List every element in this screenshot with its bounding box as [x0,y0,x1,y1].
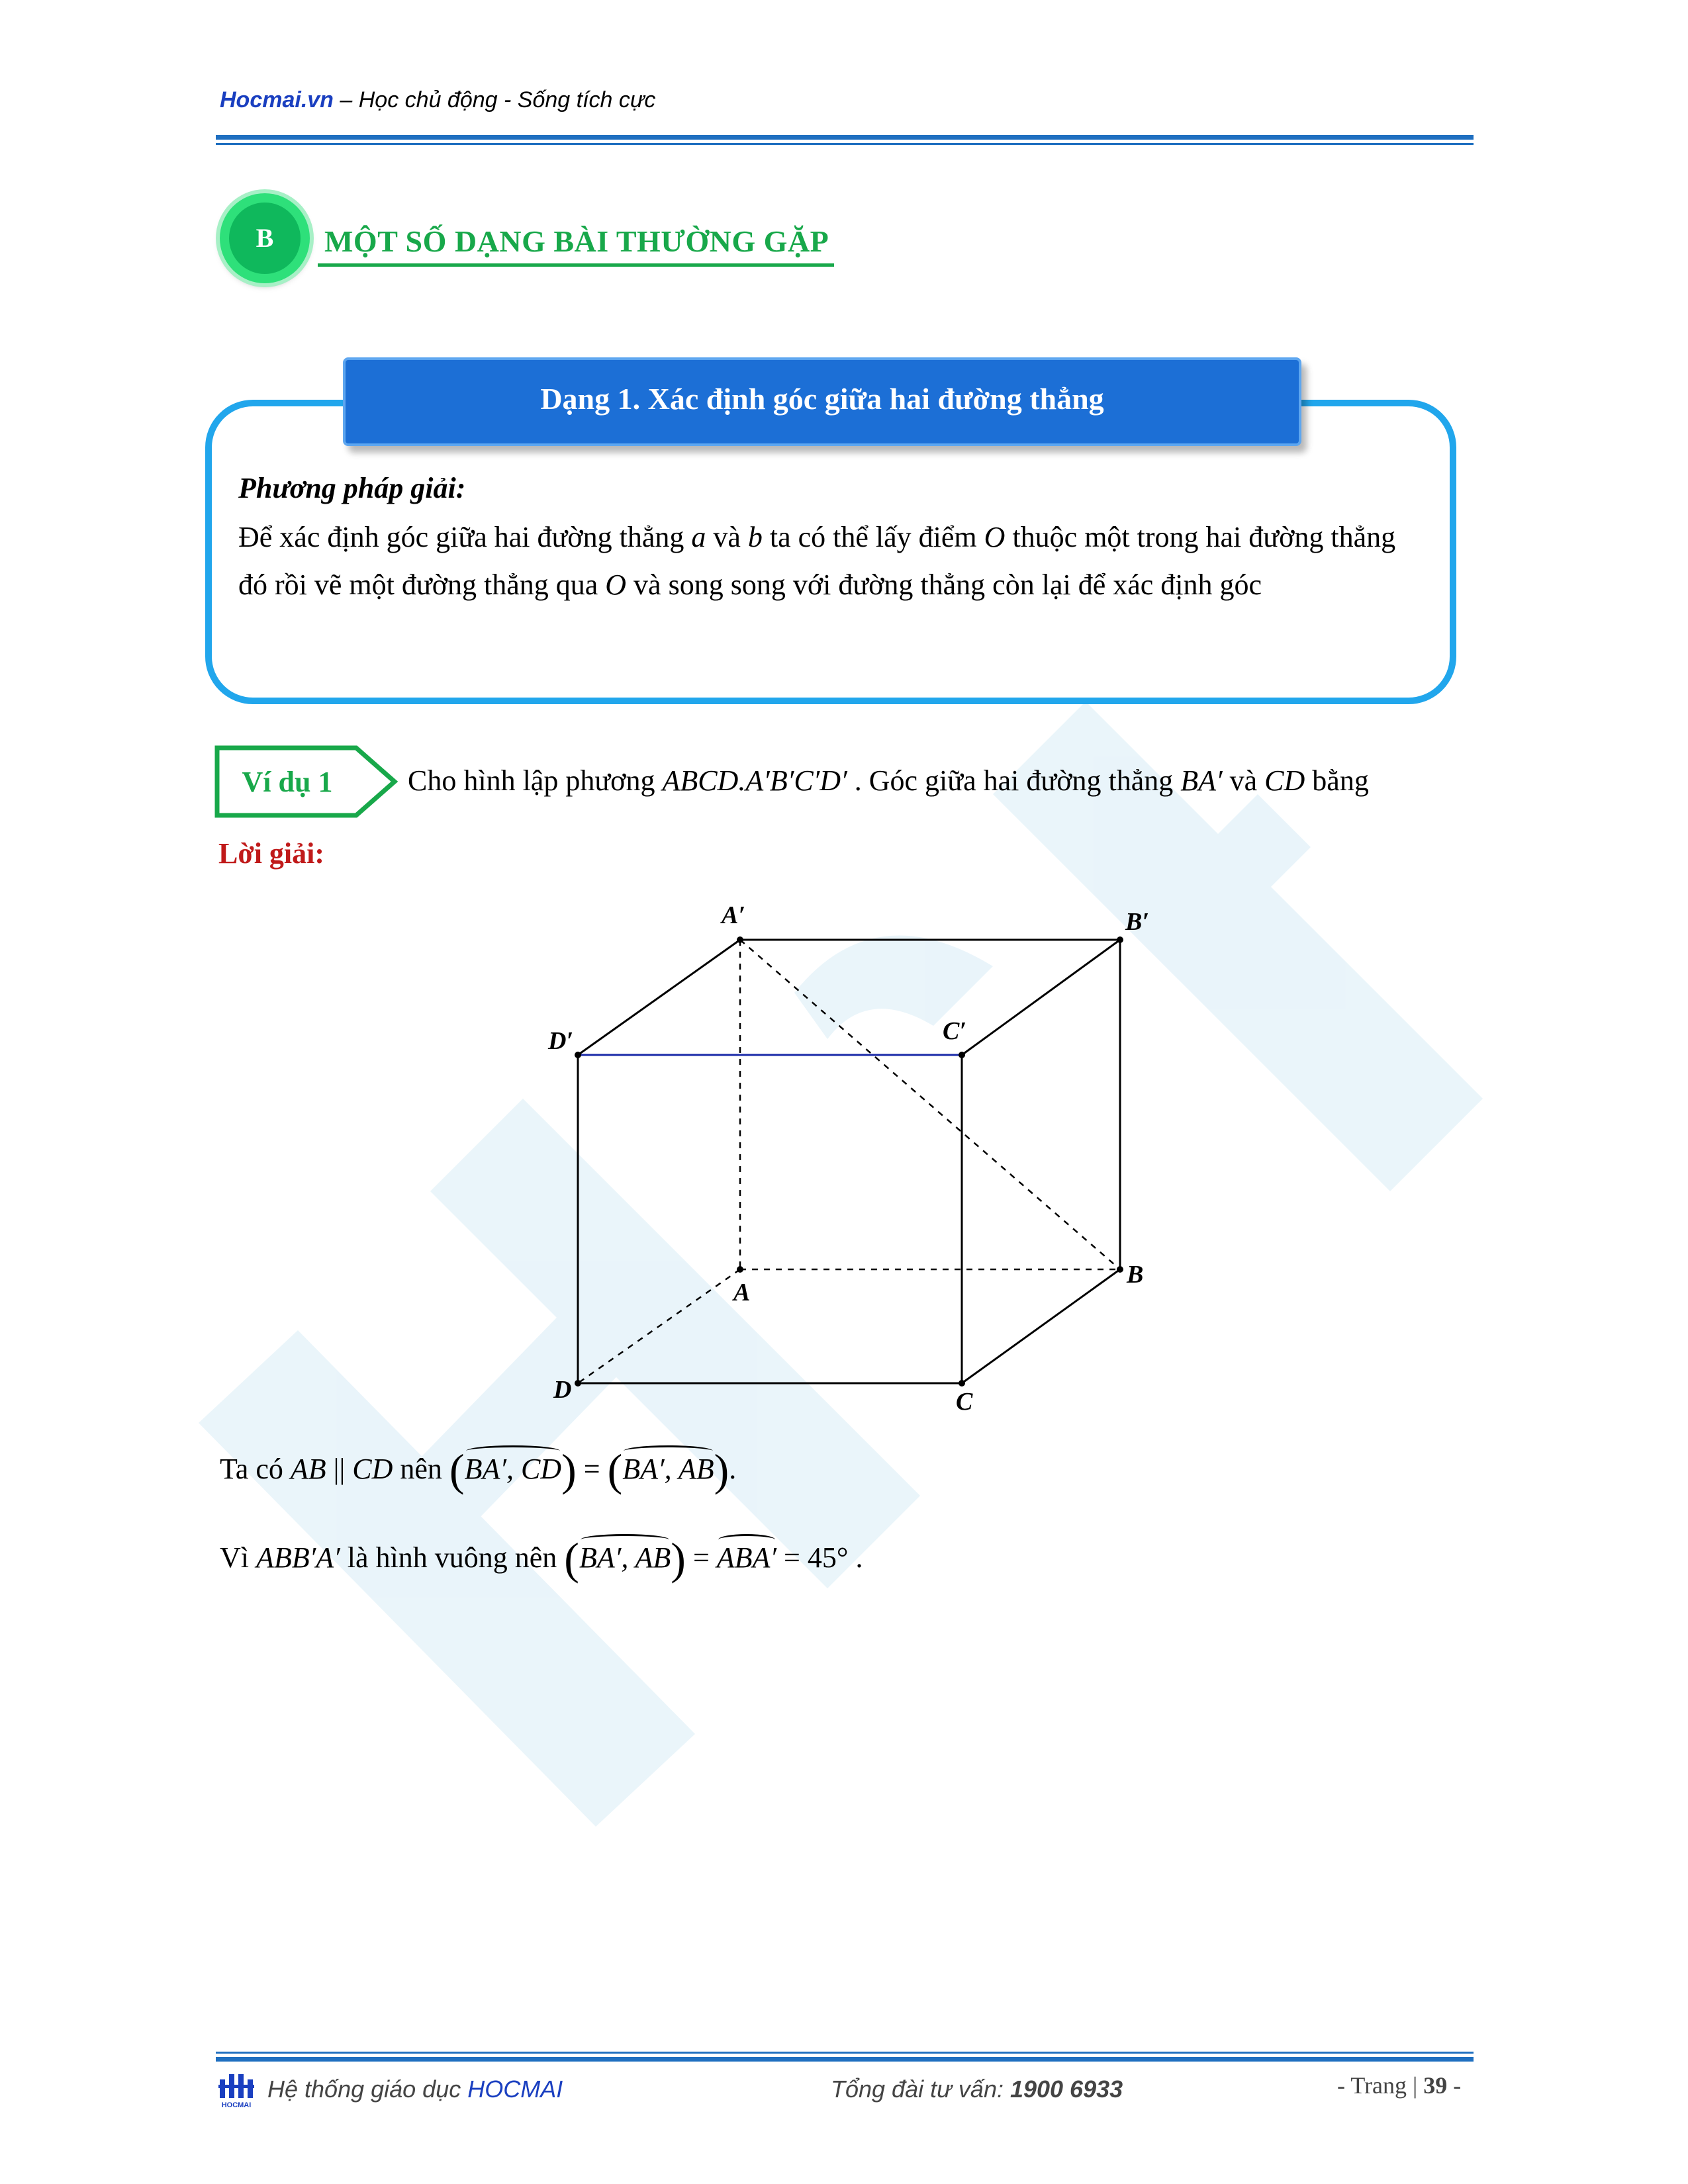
footer-system-pre: Hệ thống giáo dục [267,2075,468,2103]
paren-open-2: ( [607,1445,623,1495]
cube-name: ABCD.A′B′C′D′ [662,764,847,797]
footer-hotline-pre: Tổng đài tư vấn: [831,2075,1010,2103]
section-title: MỘT SỐ DẠNG BÀI THƯỜNG GẶP [324,224,829,258]
diagonal-BAp [740,940,1120,1269]
example-tag-label: Ví dụ 1 [242,766,333,798]
header-rule-thin [216,143,1474,145]
footer-rule-thin [216,2052,1474,2054]
line-CD: CD [1264,764,1305,797]
label-Ap: A′ [722,901,746,929]
header-brand[interactable]: Hocmai.vn [220,87,334,113]
paren-close-3: ) [671,1533,686,1584]
footer-rule [216,2057,1474,2062]
paren-open: ( [449,1445,465,1495]
sol2-mid: là hình vuông nên [340,1541,565,1574]
point-Ap [737,936,743,943]
edge-AD-hidden [578,1269,740,1383]
paren-close-2: ) [714,1445,729,1495]
logo-text: HOCMAI [221,2101,252,2109]
point-B [1117,1266,1123,1273]
var-O: O [984,521,1006,553]
label-D: D [553,1376,572,1404]
paren-open-3: ( [564,1533,579,1584]
point-A [737,1266,743,1273]
page-num: 39 [1423,2072,1448,2099]
cube-figure [530,893,1178,1423]
form-title: Dạng 1. Xác định góc giữa hai đường thẳng [540,382,1104,416]
line-BA: BA′ [1180,764,1223,797]
form-banner [343,357,1301,446]
page-pre: - Trang | [1337,2072,1424,2099]
edge-ApDp [578,940,740,1055]
example-tag [214,745,400,818]
sol1-pre: Ta có [220,1453,291,1485]
sol1-parallel: || [326,1453,353,1485]
point-D [575,1380,581,1387]
section-underline [318,263,834,267]
angle-BAp-CD: BA′, CD [465,1445,562,1486]
method-label: Phương pháp giải: [238,472,466,504]
footer-system [267,2075,563,2103]
sol1-nen: nên [393,1453,449,1485]
paren-close: ) [561,1445,577,1495]
solution-line-1 [220,1444,736,1496]
example-text-1: Cho hình lập phương [408,764,663,797]
example-statement [408,764,1369,797]
label-C: C [956,1388,973,1416]
sol1-end: . [729,1453,737,1485]
edge-BpCp [962,940,1120,1055]
method-body [238,514,1417,609]
header-slogan: – Học chủ động - Sống tích cực [333,87,656,113]
angle-ABAp: ABA′ [717,1534,776,1574]
point-C [959,1380,965,1387]
method-text-4: và song song với đường thẳng còn lại để xác định góc [626,569,1262,601]
label-A: A [733,1279,751,1306]
method-text-1: Để xác định góc giữa hai đường thẳng [238,521,692,553]
label-Bp: B′ [1125,908,1150,936]
sol2-pre: Vì [220,1541,256,1574]
sol1-eq: = [576,1453,608,1485]
sol1-CD: CD [352,1453,393,1485]
sol1-AB: AB [290,1453,326,1485]
footer-hotline-number[interactable]: 1900 6933 [1009,2075,1123,2103]
label-B: B [1127,1261,1144,1289]
sol2-eq: = [685,1541,717,1574]
angle-BAp-AB: BA′, AB [622,1445,714,1486]
page-post: - [1447,2072,1462,2099]
footer-hotline [831,2075,1123,2103]
label-Cp: C′ [943,1017,967,1045]
method-text-3: thuộc một trong hai đường thẳng đó rồi vẽ một đường thẳng qua [238,521,1396,601]
angle-BAp-AB-2: BA′, AB [579,1534,671,1574]
example-text-3: và [1222,764,1265,797]
edge-CB [962,1269,1120,1383]
var-a: a [691,521,706,553]
point-Cp [959,1052,965,1058]
hocmai-logo [216,2070,257,2111]
square-name: ABB′A′ [256,1541,340,1574]
example-text-2: . Góc giữa hai đường thẳng [847,764,1181,797]
page-number [1337,2071,1461,2099]
sol2-value: = 45° . [776,1541,863,1574]
label-Dp: D′ [548,1027,574,1055]
header-rule [216,135,1474,140]
solution-line-2 [220,1533,863,1585]
example-text-4: bằng [1305,764,1369,797]
section-badge-letter: B [229,203,301,274]
solution-label: Lời giải: [218,837,325,870]
point-Bp [1117,936,1123,943]
var-O-2: O [605,569,627,601]
var-b: b [747,521,763,553]
method-text-2: ta có thể lấy điểm [762,521,984,553]
header-tagline [220,87,655,113]
and-text: và [706,521,748,553]
section-badge [220,193,310,283]
footer-system-brand[interactable]: HOCMAI [467,2075,563,2103]
point-Dp [575,1052,581,1058]
